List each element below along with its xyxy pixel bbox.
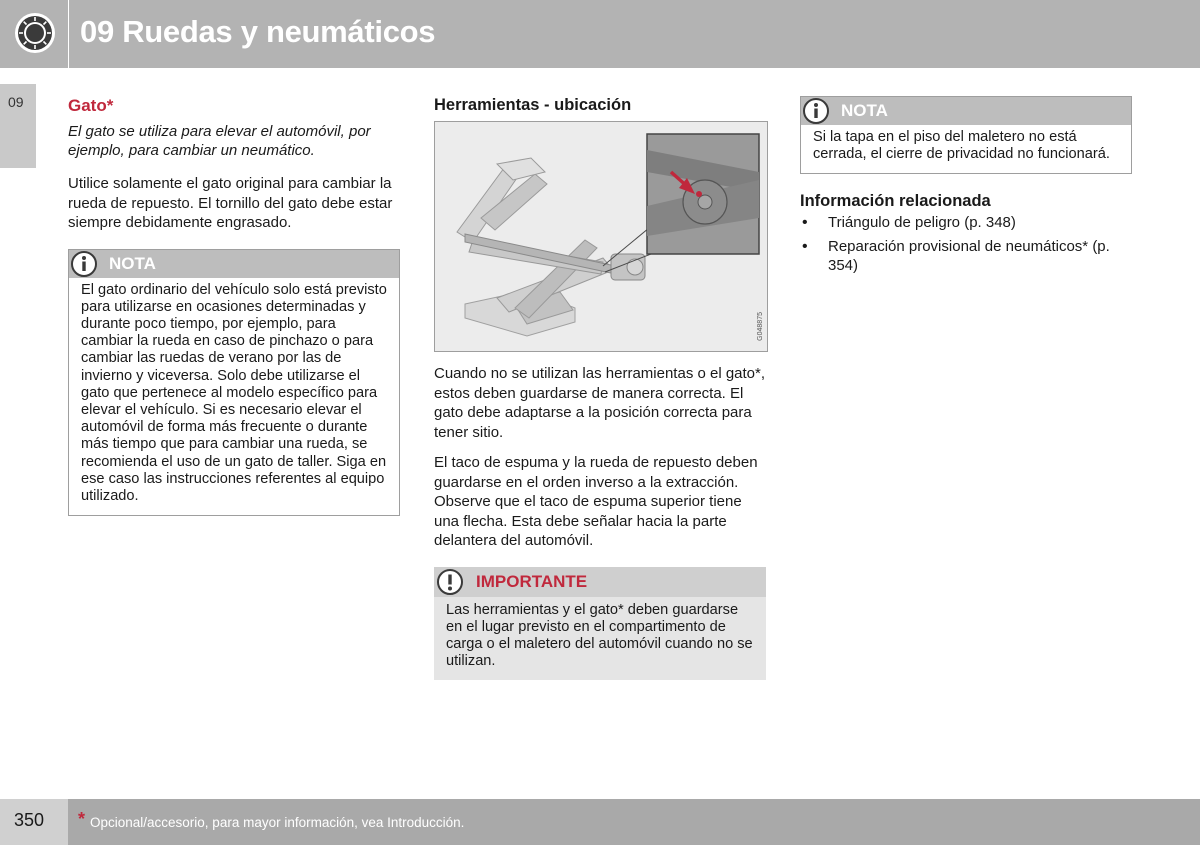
important-header <box>434 567 766 597</box>
tire-icon <box>14 12 56 54</box>
chapter-title: 09 Ruedas y neumáticos <box>80 14 436 49</box>
chapter-tab-number: 09 <box>8 94 24 110</box>
note-label: NOTA <box>841 101 888 120</box>
note-box-jack <box>68 249 400 517</box>
header-icon-box <box>0 0 68 68</box>
column-jack <box>68 96 400 516</box>
footnote-star: * <box>78 809 86 829</box>
chapter-header <box>0 0 1200 68</box>
section-title-jack: Gato* <box>68 96 114 115</box>
related-info-title: Información relacionada <box>800 192 991 211</box>
chapter-tab <box>0 84 36 168</box>
info-icon <box>803 98 829 124</box>
page-number-box <box>0 799 68 845</box>
note-header <box>801 97 1131 125</box>
related-link-warning-triangle[interactable]: • Triángulo de peligro (p. 348) <box>800 213 1132 232</box>
note-text: El gato ordinario del vehículo solo está previsto para utilizarse en ocasiones determinadas y durante poco tiempo, por ejemplo, para cambiar la rueda en caso de pinchazo o para cambiar las ruedas de verano por las de invierno y viceversa. Solo debe utilizarse el gato que pertenece al modelo específico para elevar el vehículo. Si es necesario elevar el automóvil de forma más frecuente o durante más tiempo que para cambiar una rueda, se recomienda el uso de un gato de taller. Siga en ese caso las instrucciones referentes al equipo utilizado. <box>81 281 387 504</box>
note-header <box>69 250 399 278</box>
jack-illustration <box>434 121 768 352</box>
warning-icon <box>437 569 463 595</box>
tools-paragraph-2: El taco de espuma y la rueda de repuesto deben guardarse en el orden inverso a la extracción. Observe que el taco de espuma superior tiene una flecha. Esta debe señalar hacia la parte delantera del automóvil. <box>434 454 758 549</box>
jack-lead: El gato se utiliza para elevar el automóvil, por ejemplo, para cambiar un neumático. <box>68 123 371 159</box>
section-title-tools: Herramientas - ubicación <box>434 96 632 114</box>
important-text: Las herramientas y el gato* deben guardarse en el lugar previsto en el compartimento de carga o el maletero del automóvil cuando no se utilizan. <box>446 601 753 669</box>
related-link-tire-repair[interactable]: • Reparación provisional de neumáticos* (p. 354) <box>800 237 1132 275</box>
figure-code: G048875 <box>757 312 764 341</box>
header-separator <box>68 0 69 68</box>
footnote-text: Opcional/accesorio, para mayor información, vea Introducción. <box>90 815 465 830</box>
tools-paragraph-1: Cuando no se utilizan las herramientas o el gato*, estos deben guardarse de manera correcta. El gato debe adaptarse a la posición correcta para tener sitio. <box>434 365 766 441</box>
important-label: IMPORTANTE <box>476 571 588 591</box>
page-number: 350 <box>14 810 45 830</box>
note-label: NOTA <box>109 253 156 273</box>
related-links-list <box>800 213 1132 275</box>
jack-paragraph: Utilice solamente el gato original para cambiar la rueda de repuesto. El tornillo del gato debe estar siempre debidamente engrasado. <box>68 175 393 231</box>
column-tools <box>434 96 766 680</box>
footer-bar <box>68 799 1200 845</box>
important-box <box>434 567 766 680</box>
column-related <box>800 96 1132 280</box>
note-box-trunk <box>800 96 1132 174</box>
info-icon <box>71 251 97 277</box>
note-text: Si la tapa en el piso del maletero no está cerrada, el cierre de privacidad no funcionará. <box>813 129 1110 163</box>
scissor-jack-drawing <box>435 122 768 352</box>
